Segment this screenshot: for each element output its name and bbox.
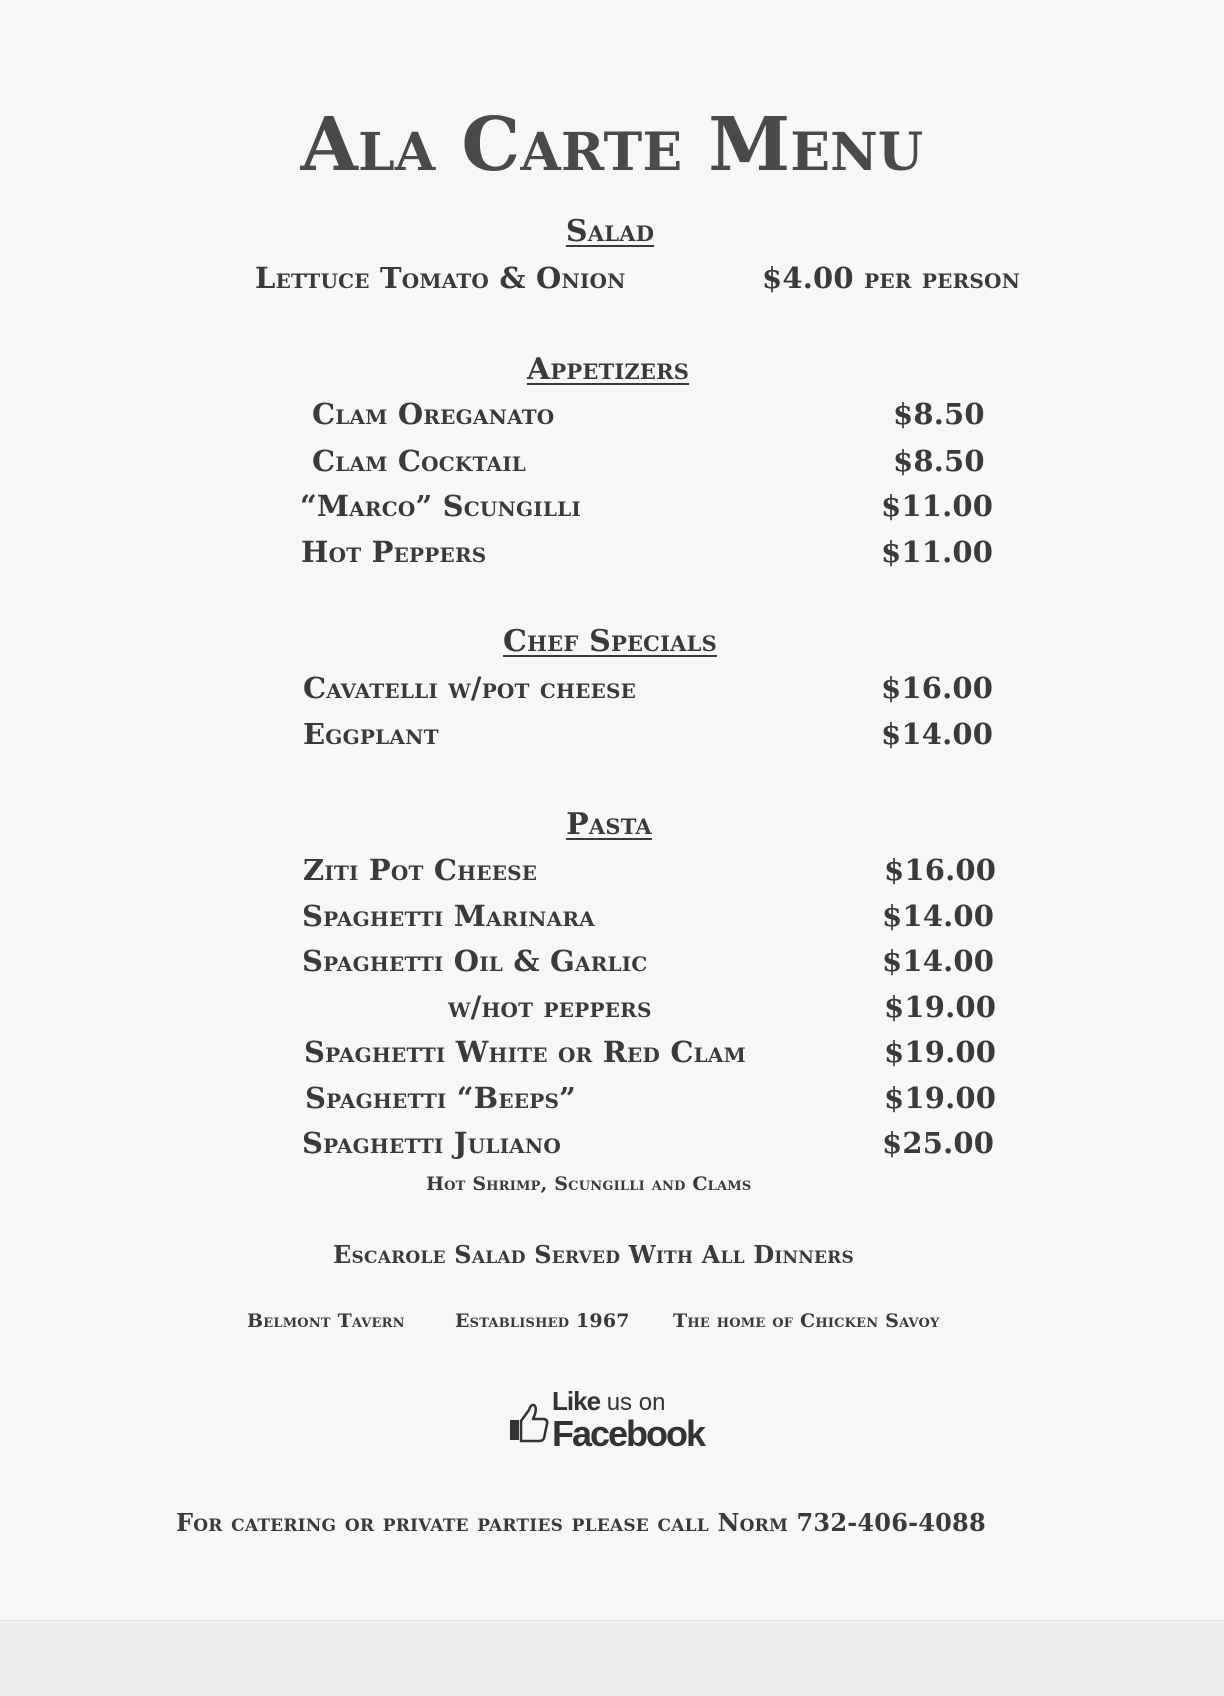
menu-item-price: $11.00 (881, 489, 994, 523)
juliano-note: Hot Shrimp, Scungilli and Clams (426, 1173, 752, 1195)
menu-item-name: Eggplant (303, 717, 439, 751)
menu-item-price: $25.00 (882, 1126, 995, 1160)
footer-tavern: Belmont Tavern (247, 1310, 405, 1332)
menu-item-price: $14.00 (881, 717, 994, 751)
menu-item-name: “Marco” Scungilli (300, 489, 581, 523)
facebook-brand: Facebook (552, 1413, 705, 1454)
menu-item-name: w/hot peppers (448, 990, 652, 1024)
menu-item-price: $19.00 (884, 1081, 997, 1115)
footer-home-of: The home of Chicken Savoy (673, 1310, 940, 1332)
section-heading-chef-specials: Chef Specials (503, 624, 717, 659)
scan-bottom-edge (0, 1620, 1224, 1696)
menu-item-name: Spaghetti White or Red Clam (304, 1035, 746, 1069)
menu-item-price: $4.00 per person (762, 261, 1021, 295)
menu-item-name: Cavatelli w/pot cheese (303, 671, 637, 705)
menu-item-name: Hot Peppers (301, 535, 487, 569)
menu-item-price: $16.00 (881, 671, 994, 705)
menu-item-name: Clam Oreganato (312, 397, 555, 431)
menu-item-name: Clam Cocktail (312, 444, 527, 478)
section-heading-pasta: Pasta (566, 807, 652, 842)
menu-item-name: Lettuce Tomato & Onion (255, 261, 626, 295)
facebook-like-text: Like us on (552, 1386, 666, 1416)
escarole-note: Escarole Salad Served With All Dinners (333, 1240, 854, 1269)
menu-item-name: Spaghetti Marinara (302, 899, 595, 933)
menu-item-name: Spaghetti Juliano (302, 1126, 561, 1160)
menu-item-price: $14.00 (882, 944, 995, 978)
menu-title: Ala Carte Menu (300, 102, 924, 188)
catering-contact: For catering or private parties please call Norm 732-406-4088 (176, 1508, 986, 1537)
menu-item-name: Spaghetti Oil & Garlic (302, 944, 648, 978)
section-heading-appetizers: Appetizers (526, 352, 690, 387)
footer-established: Established 1967 (455, 1310, 630, 1332)
menu-item-price: $11.00 (881, 535, 994, 569)
facebook-like-badge[interactable] (506, 1386, 705, 1454)
menu-item-price: $19.00 (884, 1035, 997, 1069)
section-heading-salad: Salad (565, 214, 655, 249)
menu-item-name: Ziti Pot Cheese (303, 853, 538, 887)
menu-item-price: $19.00 (884, 990, 997, 1024)
thumbs-up-icon (508, 1400, 550, 1444)
menu-item-name: Spaghetti “Beeps” (305, 1081, 577, 1115)
menu-item-price: $16.00 (884, 853, 997, 887)
menu-item-price: $8.50 (893, 444, 985, 478)
menu-item-price: $14.00 (882, 899, 995, 933)
menu-item-price: $8.50 (893, 397, 985, 431)
